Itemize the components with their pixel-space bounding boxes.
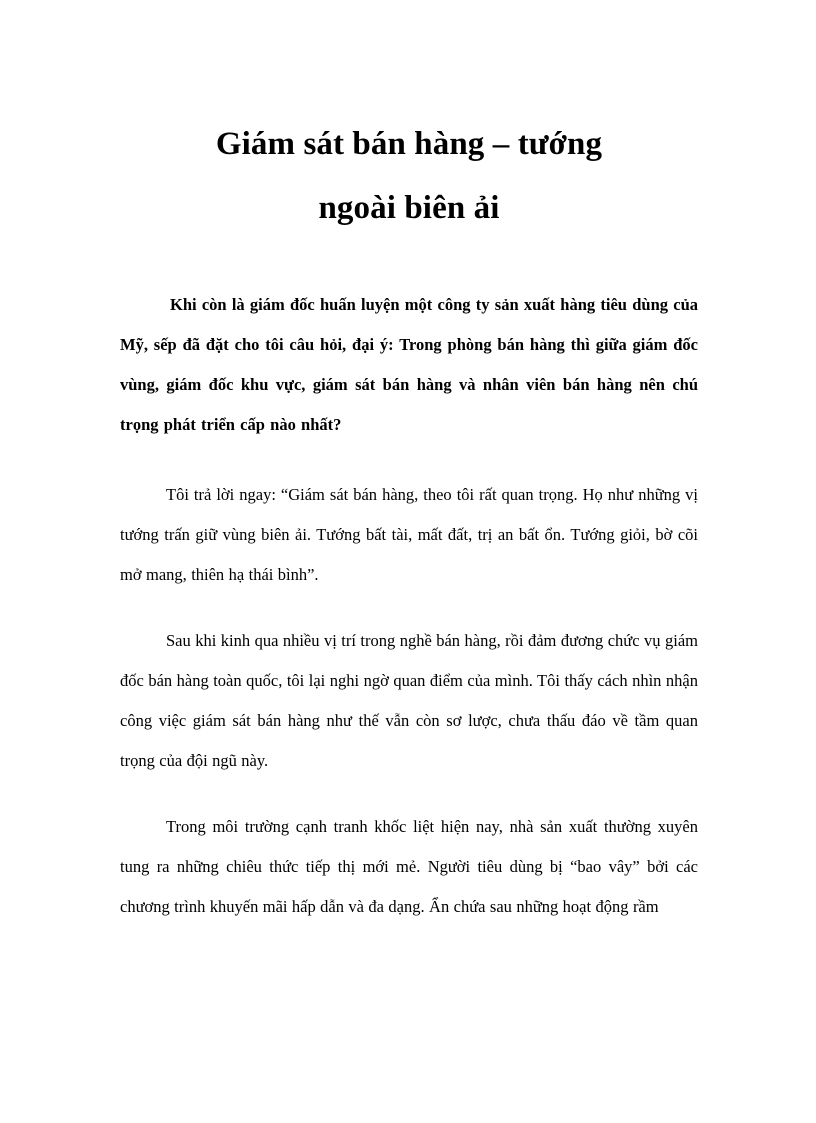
paragraph-experience: Sau khi kinh qua nhiều vị trí trong nghề bán hàng, rồi đảm đương chức vụ giám đốc bán hàng toàn quốc, tôi lại nghi ngờ quan điểm của mình. Tôi thấy cách nhìn nhận công việc giám sát bán hàng như thế vẫn còn sơ lược, chưa thấu đáo về tầm quan trọng của đội ngũ này. [120,630,698,770]
page-title [120,0,698,241]
paragraph-market: Trong môi trường cạnh tranh khốc liệt hiện nay, nhà sản xuất thường xuyên tung ra những chiêu thức tiếp thị mới mẻ. Người tiêu dùng bị “bao vây” bởi các chương trình khuyến mãi hấp dẫn và đa dạng. Ẩn chứa sau những hoạt động rầm [120,816,698,916]
page-title-line-1: Giám sát bán hàng – tướng [215,126,603,162]
page-content-column [120,0,698,927]
page-title-line-2: ngoài biên ải [318,190,500,227]
document-body [120,241,698,927]
paragraph-intro-bold: Khi còn là giám đốc huấn luyện một công ty sản xuất hàng tiêu dùng của Mỹ, sếp đã đặt cho tôi câu hỏi, đại ý: Trong phòng bán hàng thì giữa giám đốc vùng, giám đốc khu vực, giám sát bán hàng và nhân viên bán hàng nên chú trọng phát triển cấp nào nhất? [120,294,698,434]
paragraph-answer: Tôi trả lời ngay: “Giám sát bán hàng, theo tôi rất quan trọng. Họ như những vị tướng trấn giữ vùng biên ải. Tướng bất tài, mất đất, trị an bất ổn. Tướng giỏi, bờ cõi mở mang, thiên hạ thái bình”. [120,484,698,584]
